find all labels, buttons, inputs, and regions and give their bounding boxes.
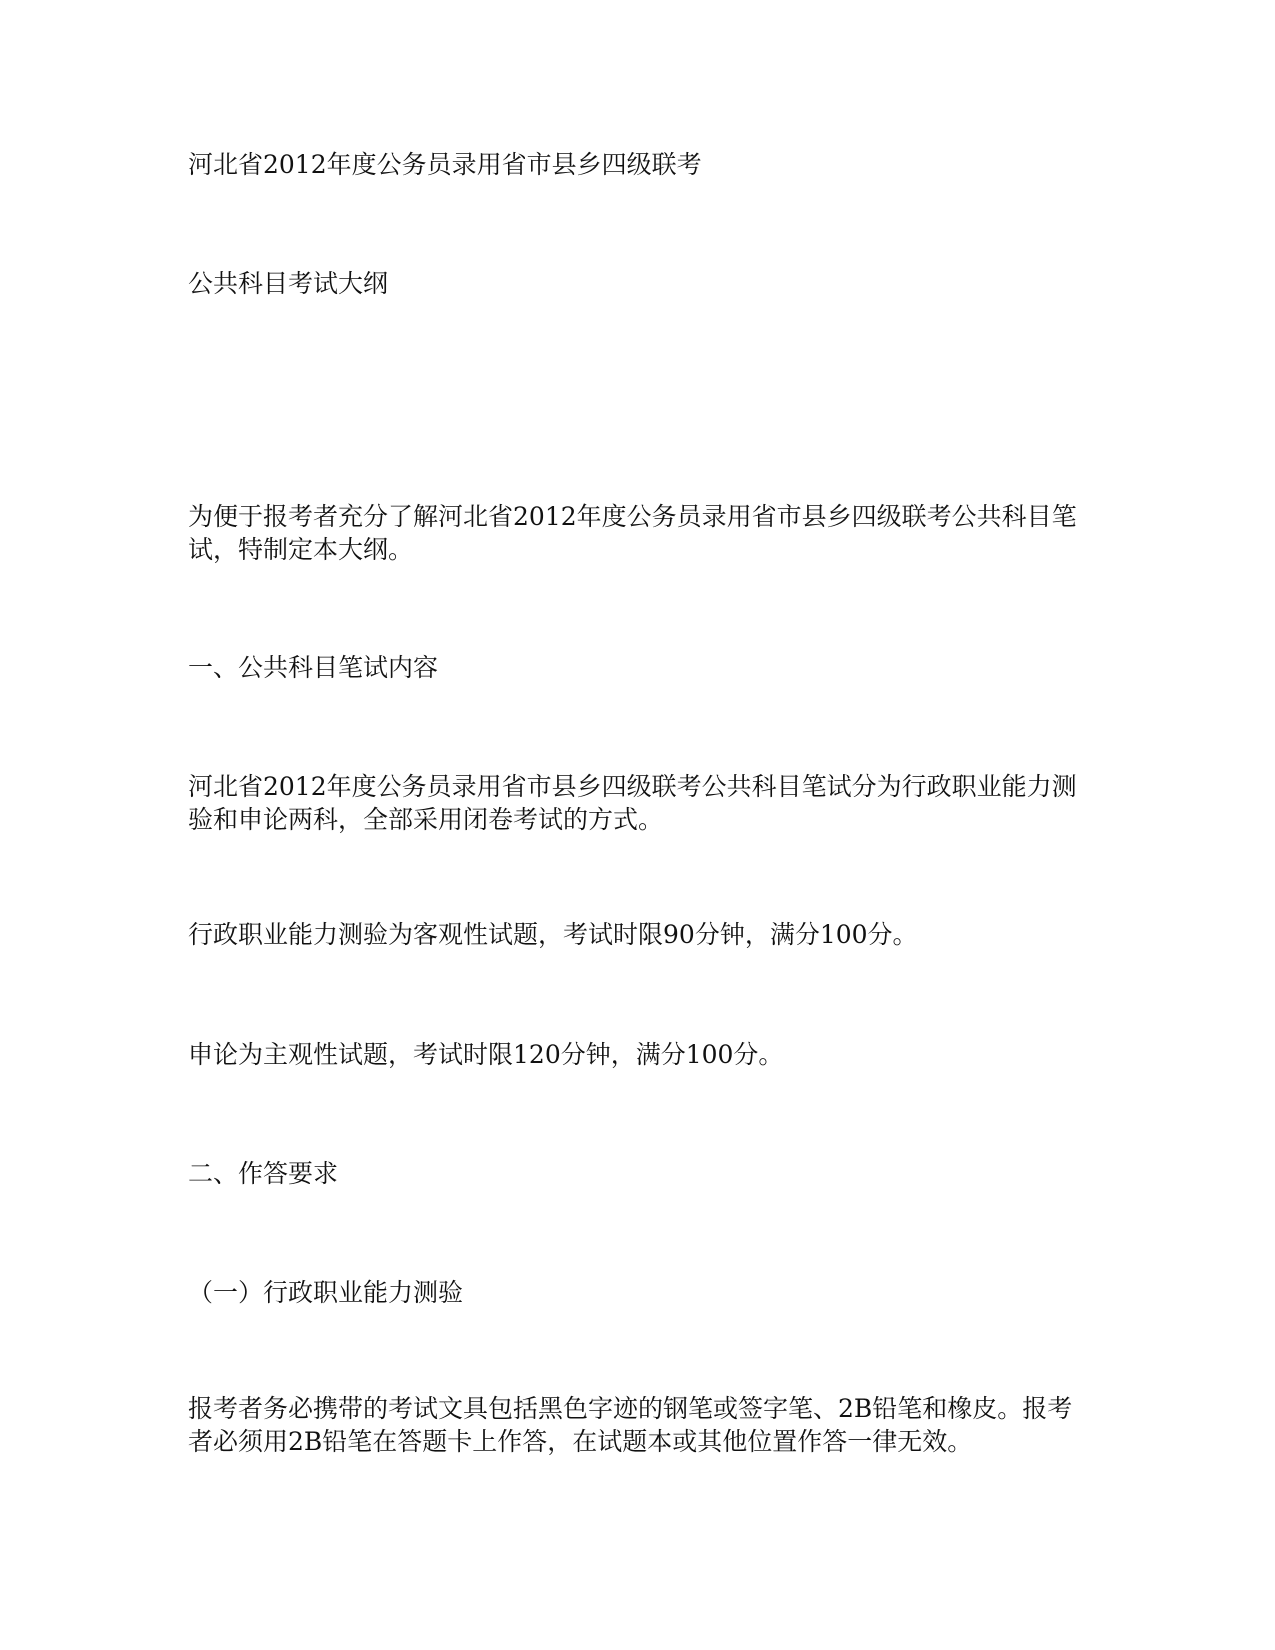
section1-paragraph2: 行政职业能力测验为客观性试题，考试时限90分钟，满分100分。: [188, 920, 918, 949]
section2-heading: 二、作答要求: [188, 1159, 339, 1188]
section1-paragraph1: 河北省2012年度公务员录用省市县乡四级联考公共科目笔试分为行政职业能力测验和申论两科，全部采用闭卷考试的方式。: [188, 772, 1077, 834]
document-title-line1: 河北省2012年度公务员录用省市县乡四级联考: [188, 150, 702, 179]
document-title-line2: 公共科目考试大纲: [188, 269, 389, 298]
section1-heading: 一、公共科目笔试内容: [188, 653, 439, 682]
section2-sub1-paragraph: 报考者务必携带的考试文具包括黑色字迹的钢笔或签字笔、2B铅笔和橡皮。报考者必须用2B铅笔在答题卡上作答，在试题本或其他位置作答一律无效。: [188, 1394, 1073, 1456]
section1-paragraph3: 申论为主观性试题，考试时限120分钟，满分100分。: [188, 1040, 784, 1069]
intro-paragraph: 为便于报考者充分了解河北省2012年度公务员录用省市县乡四级联考公共科目笔试，特制定本大纲。: [188, 502, 1077, 564]
section2-subheading1: （一）行政职业能力测验: [188, 1278, 464, 1307]
